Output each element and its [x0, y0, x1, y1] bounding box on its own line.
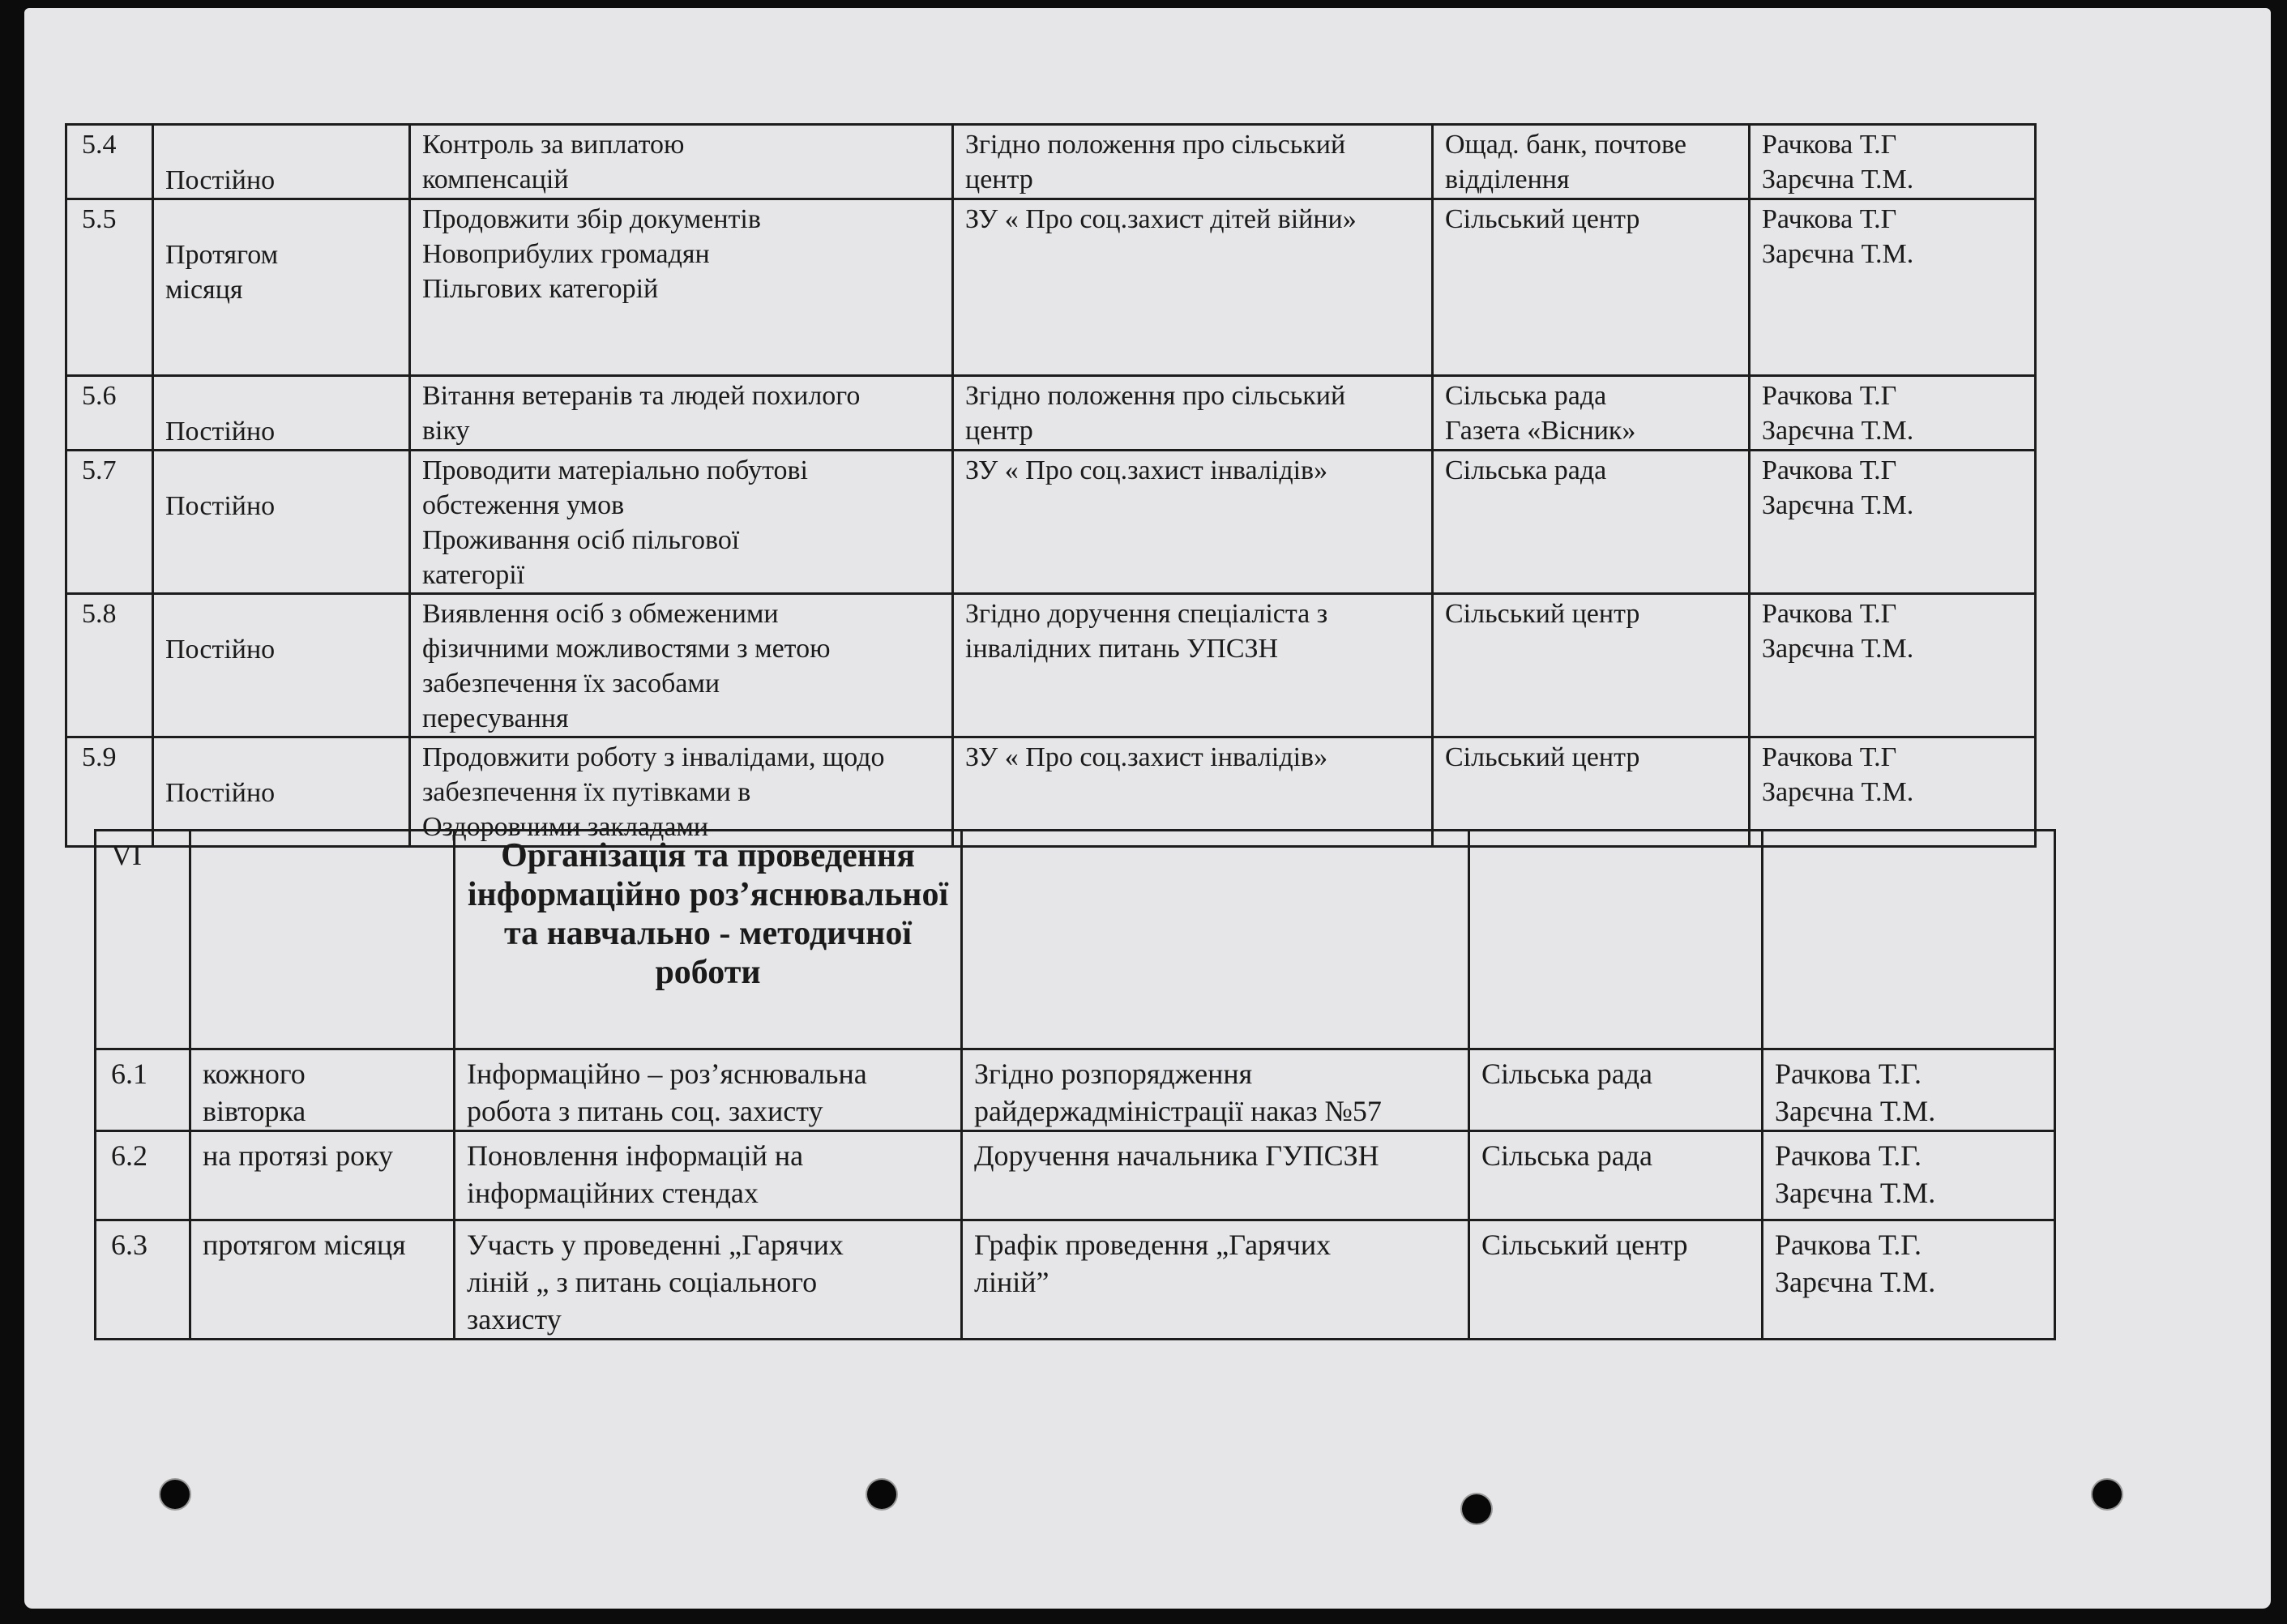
row-number: 5.8: [66, 594, 153, 737]
table-row: [96, 1220, 2055, 1340]
row-responsible: Рачкова Т.Г Зарєчна Т.М.: [1750, 376, 2036, 451]
row-partner: Сільська рада: [1469, 1131, 1763, 1220]
row-partner: Ощад. банк, почтове відділення: [1433, 125, 1750, 199]
row-partner: Сільська рада Газета «Вісник»: [1433, 376, 1750, 451]
row-action: Продовжити збір документів Новоприбулих громадян Пільгових категорій: [410, 199, 953, 376]
row-partner: Сільська рада: [1469, 1049, 1763, 1131]
row-partner: Сільський центр: [1433, 737, 1750, 847]
row-action: Контроль за виплатою компенсацій: [410, 125, 953, 199]
row-action: Виявлення осіб з обмеженими фізичними можливостями з метою забезпечення їх засобами пересування: [410, 594, 953, 737]
row-responsible: Рачкова Т.Г Зарєчна Т.М.: [1750, 451, 2036, 594]
empty-cell: [1763, 831, 2055, 1049]
table-row: [66, 376, 2036, 451]
row-term: Постійно: [153, 737, 410, 847]
punch-hole: [867, 1480, 896, 1509]
table-row: [66, 451, 2036, 594]
row-term: на протязі року: [190, 1131, 455, 1220]
row-basis: Згідно положення про сільський центр: [953, 376, 1433, 451]
row-term: кожного вівторка: [190, 1049, 455, 1131]
row-action: Участь у проведенні „Гарячих ліній „ з питань соціального захисту: [455, 1220, 962, 1340]
row-responsible: Рачкова Т.Г. Зарєчна Т.М.: [1763, 1049, 2055, 1131]
row-responsible: Рачкова Т.Г Зарєчна Т.М.: [1750, 594, 2036, 737]
row-partner: Сільський центр: [1469, 1220, 1763, 1340]
row-partner: Сільський центр: [1433, 594, 1750, 737]
table-row: [66, 199, 2036, 376]
row-action: Поновлення інформацій на інформаційних стендах: [455, 1131, 962, 1220]
table-row: [66, 594, 2036, 737]
row-basis: Графік проведення „Гарячих ліній”: [962, 1220, 1469, 1340]
row-basis: Згідно положення про сільський центр: [953, 125, 1433, 199]
row-number: 5.7: [66, 451, 153, 594]
row-basis: Згідно доручення спеціаліста з інвалідних питань УПСЗН: [953, 594, 1433, 737]
row-term: протягом місяця: [190, 1220, 455, 1340]
punch-hole: [2092, 1480, 2122, 1509]
table-section-6: [94, 829, 2056, 1340]
row-action: Вітання ветеранів та людей похилого віку: [410, 376, 953, 451]
row-basis: Згідно розпорядження райдержадміністрації наказ №57: [962, 1049, 1469, 1131]
row-term: Постійно: [153, 376, 410, 451]
punch-hole: [160, 1480, 190, 1509]
row-action: Проводити матеріально побутові обстеження умов Проживання осіб пільгової категорії: [410, 451, 953, 594]
row-term: Постійно: [153, 125, 410, 199]
table-section-5: [65, 123, 2037, 848]
section-title: Організація та проведення інформаційно роз’яснювальної та навчально - методичної роботи: [455, 831, 962, 1049]
row-partner: Сільська рада: [1433, 451, 1750, 594]
empty-cell: [1469, 831, 1763, 1049]
row-number: 5.9: [66, 737, 153, 847]
row-responsible: Рачкова Т.Г Зарєчна Т.М.: [1750, 199, 2036, 376]
row-number: 6.2: [96, 1131, 190, 1220]
row-basis: Доручення начальника ГУПСЗН: [962, 1131, 1469, 1220]
row-action: Інформаційно – роз’яснювальна робота з питань соц. захисту: [455, 1049, 962, 1131]
row-responsible: Рачкова Т.Г Зарєчна Т.М.: [1750, 125, 2036, 199]
row-responsible: Рачкова Т.Г Зарєчна Т.М.: [1750, 737, 2036, 847]
row-basis: ЗУ « Про соц.захист дітей війни»: [953, 199, 1433, 376]
row-responsible: Рачкова Т.Г. Зарєчна Т.М.: [1763, 1131, 2055, 1220]
row-number: 5.4: [66, 125, 153, 199]
row-responsible: Рачкова Т.Г. Зарєчна Т.М.: [1763, 1220, 2055, 1340]
row-basis: ЗУ « Про соц.захист інвалідів»: [953, 451, 1433, 594]
row-term: Постійно: [153, 451, 410, 594]
row-action: Продовжити роботу з інвалідами, щодо забезпечення їх путівками в Оздоровчими закладами: [410, 737, 953, 847]
row-basis: ЗУ « Про соц.захист інвалідів»: [953, 737, 1433, 847]
punch-hole: [1462, 1494, 1491, 1524]
row-number: 5.5: [66, 199, 153, 376]
table-row: [96, 1131, 2055, 1220]
row-number: 5.6: [66, 376, 153, 451]
table-row: [66, 125, 2036, 199]
empty-cell: [190, 831, 455, 1049]
row-partner: Сільський центр: [1433, 199, 1750, 376]
section-header-row: [96, 831, 2055, 1049]
row-term: Протягом місяця: [153, 199, 410, 376]
table-row: [96, 1049, 2055, 1131]
row-term: Постійно: [153, 594, 410, 737]
section-number: VI: [96, 831, 190, 1049]
empty-cell: [962, 831, 1469, 1049]
row-number: 6.3: [96, 1220, 190, 1340]
row-number: 6.1: [96, 1049, 190, 1131]
